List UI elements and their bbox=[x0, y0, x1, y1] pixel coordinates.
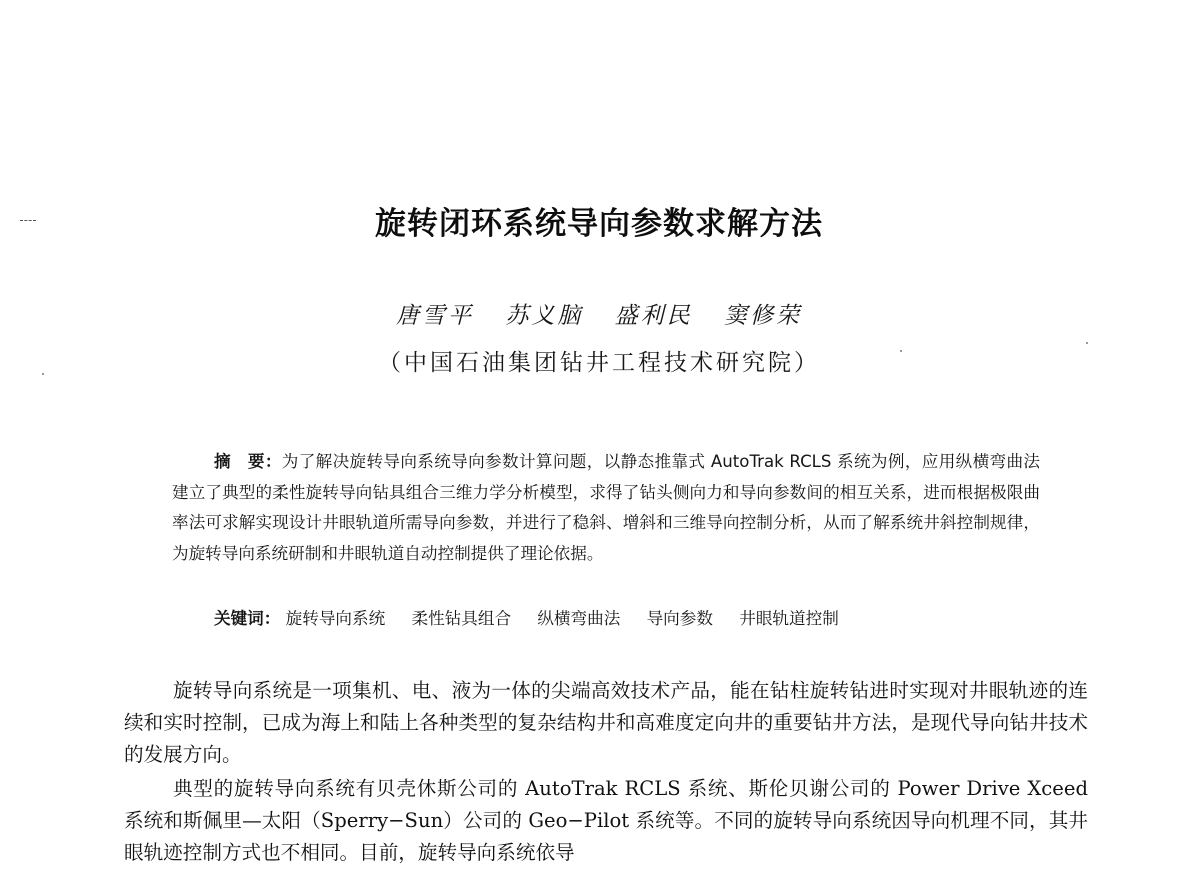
keyword: 旋转导向系统 bbox=[285, 609, 386, 628]
author-name: 窦修荣 bbox=[723, 303, 802, 329]
abstract-block bbox=[172, 447, 1040, 569]
author-affiliation: （中国石油集团钻井工程技术研究院） bbox=[378, 350, 820, 376]
body-paragraph: 典型的旋转导向系统有贝壳休斯公司的 AutoTrak RCLS 系统、斯伦贝谢公司的 Power Drive Xceed 系统和斯佩里—太阳（Sperry−Sun）公司的 Geo−Pilot 系统等。不同的旋转导向系统因导向机理不同，其井眼轨迹控制方式也不相同。目前，旋转导向系统依导 bbox=[124, 777, 1088, 864]
keyword: 纵横弯曲法 bbox=[537, 609, 621, 628]
keyword: 导向参数 bbox=[646, 609, 713, 628]
author-name: 苏义脑 bbox=[505, 303, 584, 329]
keyword: 柔性钻具组合 bbox=[411, 609, 512, 628]
author-name: 盛利民 bbox=[614, 303, 693, 329]
body-text bbox=[124, 675, 1088, 871]
abstract-label: 摘 要： bbox=[214, 452, 282, 471]
paper-title: 旋转闭环系统导向参数求解方法 bbox=[375, 206, 823, 242]
abstract-text: 为了解决旋转导向系统导向参数计算问题，以静态推靠式 AutoTrak RCLS 系统为例，应用纵横弯曲法建立了典型的柔性旋转导向钻具组合三维力学分析模型，求得了钻头侧向力和导向参数间的相互关系，进而根据极限曲率法可求解实现设计井眼轨道所需导向参数，并进行了稳斜、增斜和三维导向控制分析，从而了解系统井斜控制规律，为旋转导向系统研制和井眼轨道自动控制提供了理论依据。 bbox=[172, 452, 1040, 563]
author-name: 唐雪平 bbox=[396, 303, 475, 329]
body-paragraph: 旋转导向系统是一项集机、电、液为一体的尖端高效技术产品，能在钻柱旋转钻进时实现对井眼轨迹的连续和实时控制，已成为海上和陆上各种类型的复杂结构井和高难度定向井的重要钻井方法，是现代导向钻井技术的发展方向。 bbox=[124, 679, 1088, 766]
keyword: 井眼轨道控制 bbox=[739, 609, 839, 628]
author-list bbox=[0, 297, 1198, 330]
keywords-label: 关键词： bbox=[214, 609, 281, 628]
keywords-line bbox=[214, 605, 860, 629]
